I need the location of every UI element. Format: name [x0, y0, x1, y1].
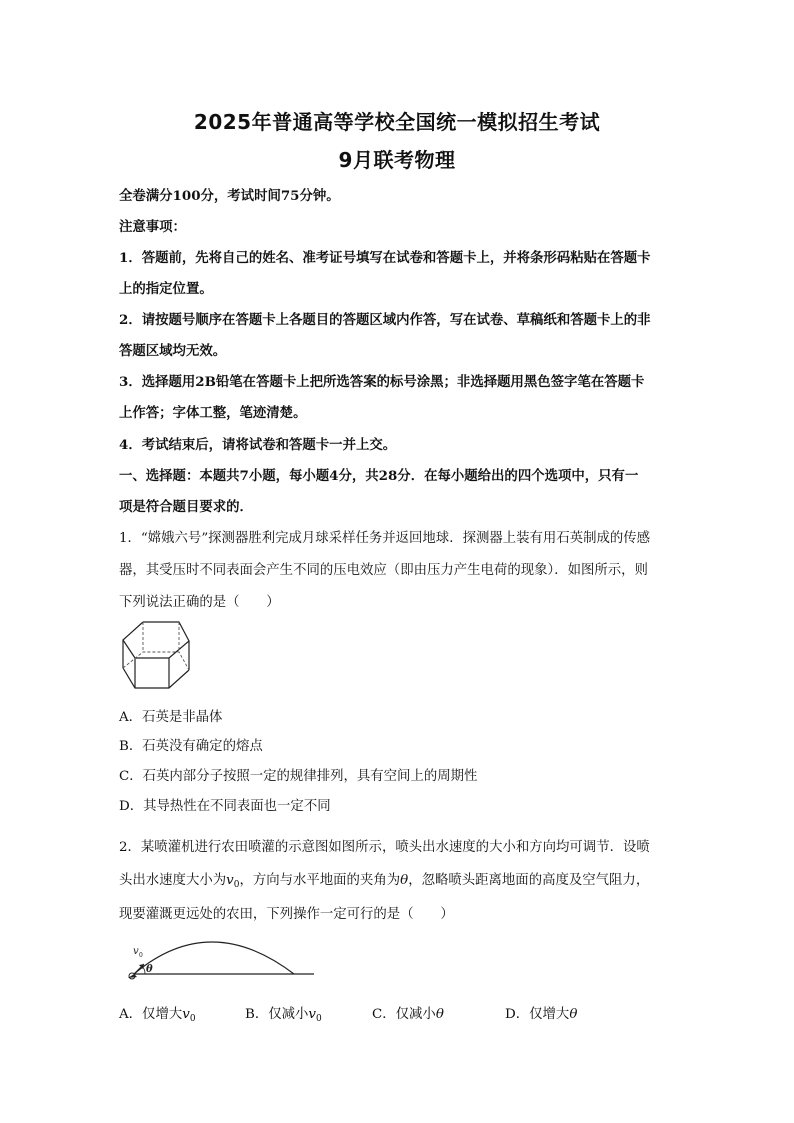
- q2-option-c-symbol: θ: [435, 1007, 444, 1022]
- q2-option-d-symbol: θ: [569, 1007, 578, 1022]
- note-3-line-2: 上作答；字体工整，笔迹清楚。: [119, 405, 307, 421]
- q2-option-c-label: C．仅减小: [372, 1007, 436, 1022]
- q2-option-b: [245, 1003, 322, 1024]
- q1-option-d: D．其导热性在不同表面也一定不同: [119, 799, 331, 814]
- q2-option-b-label: B．仅减小: [245, 1007, 309, 1022]
- note-2-line-2: 答题区域均无效。: [119, 343, 227, 359]
- exam-subtitle: 9月联考物理: [338, 148, 456, 172]
- sprinkler-trajectory-figure: [118, 932, 318, 982]
- note-1-line-1: 1．答题前，先将自己的姓名、准考证号填写在试卷和答题卡上，并将条形码粘贴在答题卡: [119, 250, 651, 266]
- q2-stem-line-2-part-b: ，方向与水平地面的夹角为: [239, 873, 401, 888]
- q2-v-symbol: v: [226, 873, 234, 888]
- section-1-line-2: 项是符合题目要求的．: [119, 499, 253, 515]
- figure-v-subscript: 0: [139, 952, 143, 959]
- q2-option-b-symbol: v: [308, 1007, 316, 1022]
- q1-option-c: C．石英内部分子按照一定的规律排列，具有空间上的周期性: [119, 769, 478, 784]
- figure-theta-label: θ: [146, 964, 153, 975]
- q2-option-b-subscript: 0: [315, 1014, 322, 1024]
- q2-stem-line-2-part-a: 头出水速度大小为: [119, 873, 227, 888]
- q1-stem-line-1: 1．“嫦娥六号”探测器胜利完成月球采样任务并返回地球．探测器上装有用石英制成的传感: [119, 531, 651, 546]
- q2-option-c: [372, 1003, 444, 1022]
- quartz-hexagonal-prism-figure: [119, 618, 211, 696]
- q1-option-a: A．石英是非晶体: [119, 710, 223, 725]
- note-4-line-1: 4．考试结束后，请将试卷和答题卡一并上交。: [119, 437, 397, 453]
- q2-stem-line-2-part-c: ，忽略喷头距离地面的高度及空气阻力，: [408, 873, 650, 888]
- q2-option-a: [119, 1003, 196, 1024]
- q2-option-d-label: D．仅增大: [505, 1007, 570, 1022]
- exam-title: 2025年普通高等学校全国统一模拟招生考试: [193, 110, 601, 134]
- q2-option-a-symbol: v: [182, 1007, 190, 1022]
- q2-option-d: [505, 1003, 577, 1022]
- figure-v-label: v: [133, 946, 139, 957]
- q2-theta-symbol: θ: [400, 873, 409, 888]
- q1-option-b: B．石英没有确定的熔点: [119, 739, 263, 754]
- q2-v-subscript: 0: [233, 880, 240, 890]
- q2-stem-line-2: [119, 872, 689, 894]
- exam-info: 全卷满分100分，考试时间75分钟。: [119, 188, 340, 204]
- section-1-line-1: 一、选择题：本题共7小题，每小题4分，共28分．在每小题给出的四个选项中，只有一: [119, 468, 639, 484]
- q2-option-a-subscript: 0: [189, 1014, 196, 1024]
- notes-title: 注意事项：: [119, 219, 186, 235]
- q1-stem-line-2: 器，其受压时不同表面会产生不同的压电效应（即由压力产生电荷的现象）．如图所示，则: [119, 563, 648, 578]
- q2-stem-line-3: 现要灌溉更远处的农田，下列操作一定可行的是（ ）: [119, 907, 454, 922]
- q2-option-a-label: A．仅增大: [119, 1007, 183, 1022]
- q2-stem-line-1: 2．某喷灌机进行农田喷灌的示意图如图所示，喷头出水速度的大小和方向均可调节．设喷: [119, 840, 650, 855]
- note-3-line-1: 3．选择题用2B铅笔在答题卡上把所选答案的标号涂黑；非选择题用黑色签字笔在答题卡: [119, 374, 645, 390]
- note-2-line-1: 2．请按题号顺序在答题卡上各题目的答题区域内作答，写在试卷、草稿纸和答题卡上的非: [119, 312, 651, 328]
- q1-stem-line-3: 下列说法正确的是（ ）: [119, 595, 280, 610]
- note-1-line-2: 上的指定位置。: [119, 281, 213, 297]
